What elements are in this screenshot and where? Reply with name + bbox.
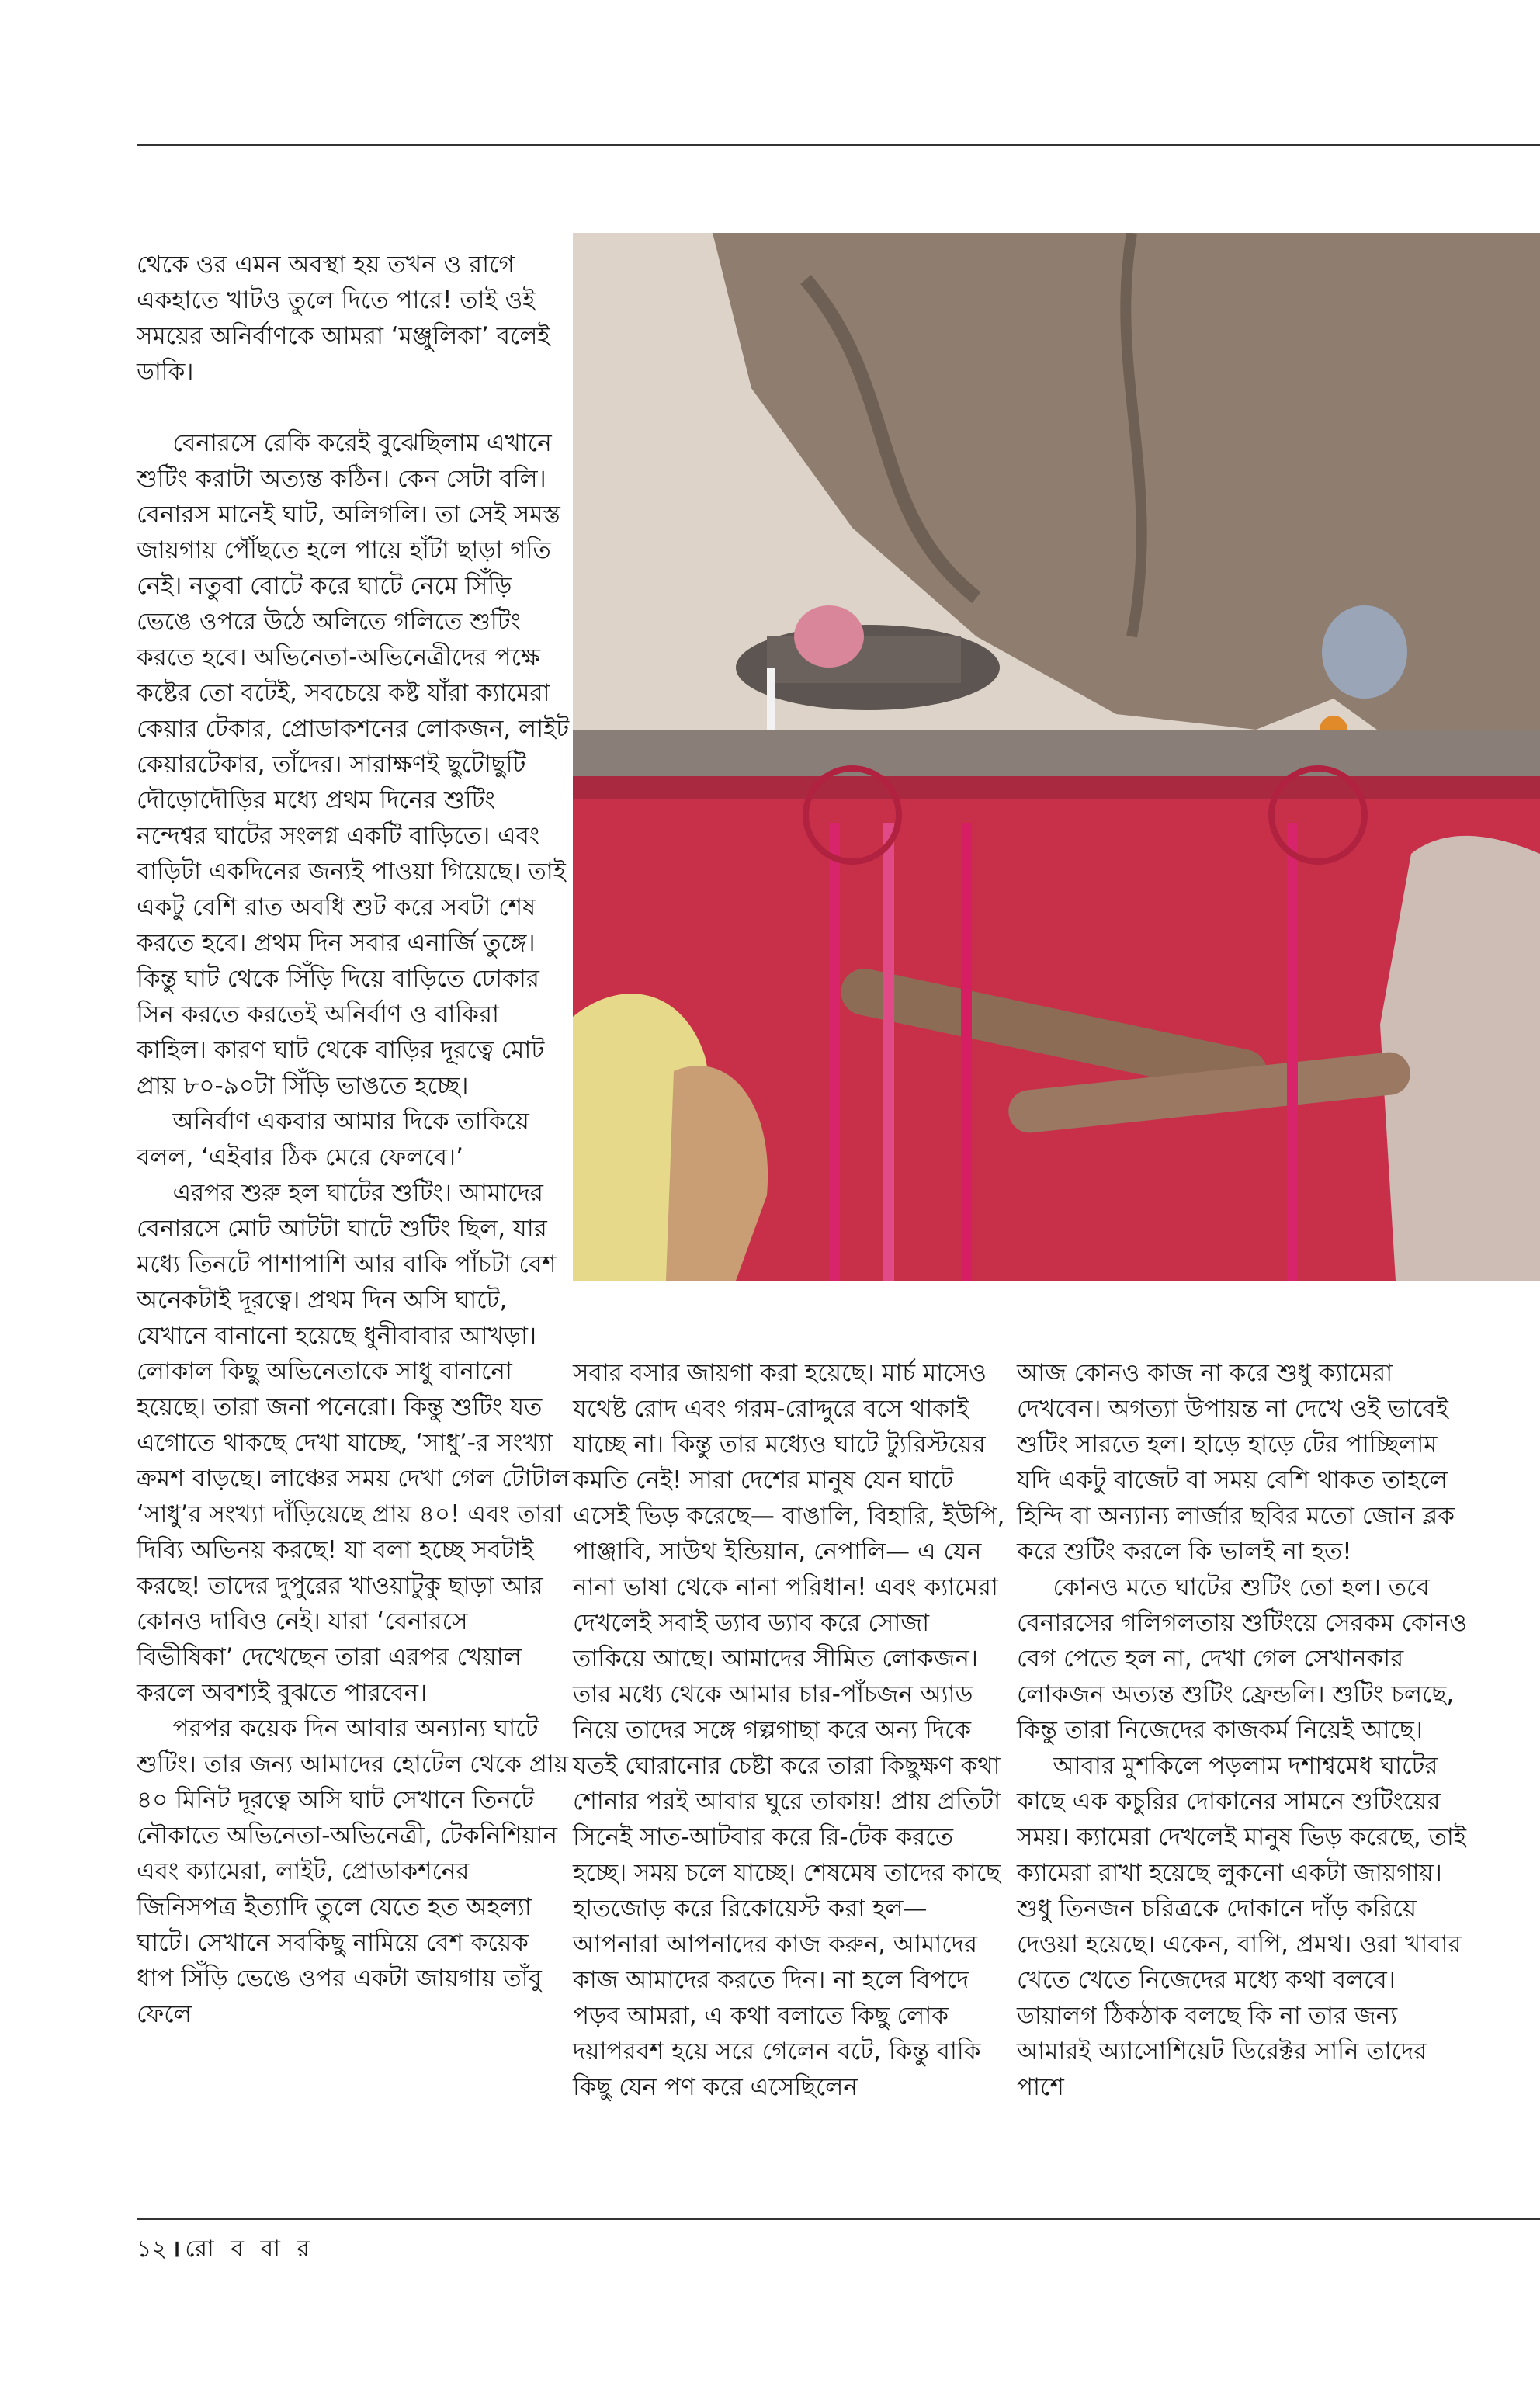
page-number: ১২ (137, 2235, 167, 2263)
paragraph: আজ কোনও কাজ না করে শুধু ক্যামেরা দেখবেন। অগত্যা উপায়ন্ত না দেখে ওই ভাবেই শুটিং সারতে হল। হাড়ে হাড়ে টের পাচ্ছিলাম যদি একটু বাজেট বা সময় বেশি থাকত তাহলে হিন্দি বা অন্যান্য লার্জার ছবির মতো জোন ব্লক করে শুটিং করলে কি ভালই না হত! (1017, 1359, 1455, 1566)
paragraph: কোনও মতে ঘাটের শুটিং তো হল। তবে বেনারসের গলিগলতায় শুটিংয়ে সেরকম কোনও বেগ পেতে হল না, দেখা গেল সেখানকার লোকজন অত্যন্ত শুটিং ফ্রেন্ডলি। শুটিং চলছে, কিন্তু তারা নিজেদের কাজকর্ম নিয়েই আছে। (1017, 1573, 1468, 1744)
photo-illustration (573, 233, 1540, 1281)
folio-separator: । (171, 2235, 181, 2263)
paragraph: অনির্বাণ একবার আমার দিকে তাকিয়ে বলল, ‘এইবার ঠিক মেরে ফেলবে।’ (137, 1108, 529, 1171)
paragraph: পরপর কয়েক দিন আবার অন্যান্য ঘাটে শুটিং। তার জন্য আমাদের হোটেল থেকে প্রায় ৪০ মিনিট দূরত্বে অসি ঘাট সেখানে তিনটে নৌকাতে অভিনেতা-অভিনেত্রী, টেকনিশিয়ান এবং ক্যামেরা, লাইট, প্রোডাকশনের জিনিসপত্র ইত্যাদি তুলে যেতে হত অহল্যা ঘাটে। সেখানে সবকিছু নামিয়ে বেশ কয়েক ধাপ সিঁড়ি ভেঙে ওপর একটা জায়গায় তাঁবু ফেলে (137, 1715, 569, 2028)
top-rule (137, 144, 1540, 146)
paragraph: বেনারসে রেকি করেই বুঝেছিলাম এখানে শুটিং করাটা অত্যন্ত কঠিন। কেন সেটা বলি। বেনারস মানেই ঘাট, অলিগলি। তা সেই সমস্ত জায়গায় পৌঁছতে হলে পায়ে হাঁটা ছাড়া গতি নেই। নতুবা বোটে করে ঘাটে নেমে সিঁড়ি ভেঙে ওপরে উঠে অলিতে গলিতে শুটিং করতে হবে। অভিনেতা-অভিনেত্রীদের পক্ষে কষ্টের তো বটেই, সবচেয়ে কষ্ট যাঁরা ক্যামেরা কেয়ার টেকার, প্রোডাকশনের লোকজন, লাইট কেয়ারটেকার, তাঁদের। সারাক্ষণই ছুটোছুটি দৌড়োদৌড়ির মধ্যে প্রথম দিনের শুটিং নন্দেশ্বর ঘাটের সংলগ্ন একটি বাড়িতে। এবং বাড়িটা একদিনের জন্যই পাওয়া গিয়েছে। তাই একটু বেশি রাত অবধি শুট করে সবটা শেষ করতে হবে। প্রথম দিন সবার এনার্জি তুঙ্গে। কিন্তু ঘাট থেকে সিঁড়ি দিয়ে বাড়িতে ঢোকার সিন করতে করতেই অনির্বাণ ও বাকিরা কাহিল। কারণ ঘাট থেকে বাড়ির দূরত্বে মোট প্রায় ৮০-৯০টা সিঁড়ি ভাঙতে হচ্ছে। (137, 429, 570, 1100)
paragraph: আবার মুশকিলে পড়লাম দশাশ্বমেধ ঘাটের কাছে এক কচুরির দোকানের সামনে শুটিংয়ের সময়। ক্যামেরা দেখলেই মানুষ ভিড় করেছে, তাই ক্যামেরা রাখা হয়েছে লুকনো একটা জায়গায়। শুধু তিনজন চরিত্রকে দোকানে দাঁড় করিয়ে দেওয়া হয়েছে। একেন, বাপি, প্রমথ। ওরা খাবার খেতে খেতে নিজেদের মধ্যে কথা বলবে। ডায়ালগ ঠিকঠাক বলছে কি না তার জন্য আমারই অ্যাসোশিয়েট ডিরেক্টর সানি তাদের পাশে (1017, 1752, 1467, 2101)
paragraph: এরপর শুরু হল ঘাটের শুটিং। আমাদের বেনারসে মোট আটটা ঘাটে শুটিং ছিল, যার মধ্যে তিনটে পাশাপাশি আর বাকি পাঁচটা বেশ অনেকটাই দূরত্বে। প্রথম দিন অসি ঘাটে, যেখানে বানানো হয়েছে ধুনীবাবার আখড়া। লোকাল কিছু অভিনেতাকে সাধু বানানো হয়েছে। তারা জনা পনেরো। কিন্তু শুটিং যত এগোতে থাকছে দেখা যাচ্ছে, ‘সাধু’-র সংখ্যা ক্রমশ বাড়ছে। লাঞ্চের সময় দেখা গেল টোটাল ‘সাধু’র সংখ্যা দাঁড়িয়েছে প্রায় ৪০! এবং তারা দিব্যি অভিনয় করছে! যা বলা হচ্ছে সবটাই করছে! তাদের দুপুরের খাওয়াটুকু ছাড়া আর কোনও দাবিও নেই। যারা ‘বেনারসে বিভীষিকা’ দেখেছেন তারা এরপর খেয়াল করলে অবশ্যই বুঝতে পারবেন। (137, 1179, 570, 1707)
article-column-1 (137, 247, 571, 2032)
paragraph: সবার বসার জায়গা করা হয়েছে। মার্চ মাসেও যথেষ্ট রোদ এবং গরম-রোদ্দুরে বসে থাকাই যাচ্ছে না। কিন্তু তার মধ্যেও ঘাটে ট্যুরিস্টয়ের কমতি নেই! সারা দেশের মানুষ যেন ঘাটে এসেই ভিড় করেছে— বাঙালি, বিহারি, ইউপি, পাঞ্জাবি, সাউথ ইন্ডিয়ান, নেপালি— এ যেন নানা ভাষা থেকে নানা পরিধান! এবং ক্যামেরা দেখলেই সবাই ড্যাব ড্যাব করে সোজা তাকিয়ে আছে। আমাদের সীমিত লোকজন। তার মধ্যে থেকে আমার চার-পাঁচজন অ্যাড নিয়ে তাদের সঙ্গে গল্পগাছা করে অন্য দিকে যতই ঘোরানোর চেষ্টা করে তারা কিছুক্ষণ কথা শোনার পরই আবার ঘুরে তাকায়! প্রায় প্রতিটা সিনেই সাত-আটবার করে রি-টেক করতে হচ্ছে। সময় চলে যাচ্ছে। শেষমেষ তাদের কাছে হাতজোড় করে রিকোয়েস্ট করা হল— আপনারা আপনাদের কাজ করুন, আমাদের কাজ আমাদের করতে দিন। না হলে বিপদে পড়ব আমরা, এ কথা বলাতে কিছু লোক দয়াপরবশ হয়ে সরে গেলেন বটে, কিন্তু বাকি কিছু যেন পণ করে এসেছিলেন (573, 1359, 1005, 2101)
magazine-name: রো ব বা র (185, 2235, 314, 2263)
article-column-2 (573, 1355, 1008, 2105)
article-column-3 (1017, 1355, 1475, 2105)
page-folio (137, 2234, 314, 2265)
ghat-shrine-photo (573, 233, 1540, 1281)
paragraph: থেকে ওর এমন অবস্থা হয় তখন ও রাগে একহাতে খাটও তুলে দিতে পারে! তাই ওই সময়ের অনির্বাণকে আমরা ‘মঞ্জুলিকা’ বলেই ডাকি। (137, 251, 550, 386)
bottom-rule (137, 2218, 1540, 2220)
